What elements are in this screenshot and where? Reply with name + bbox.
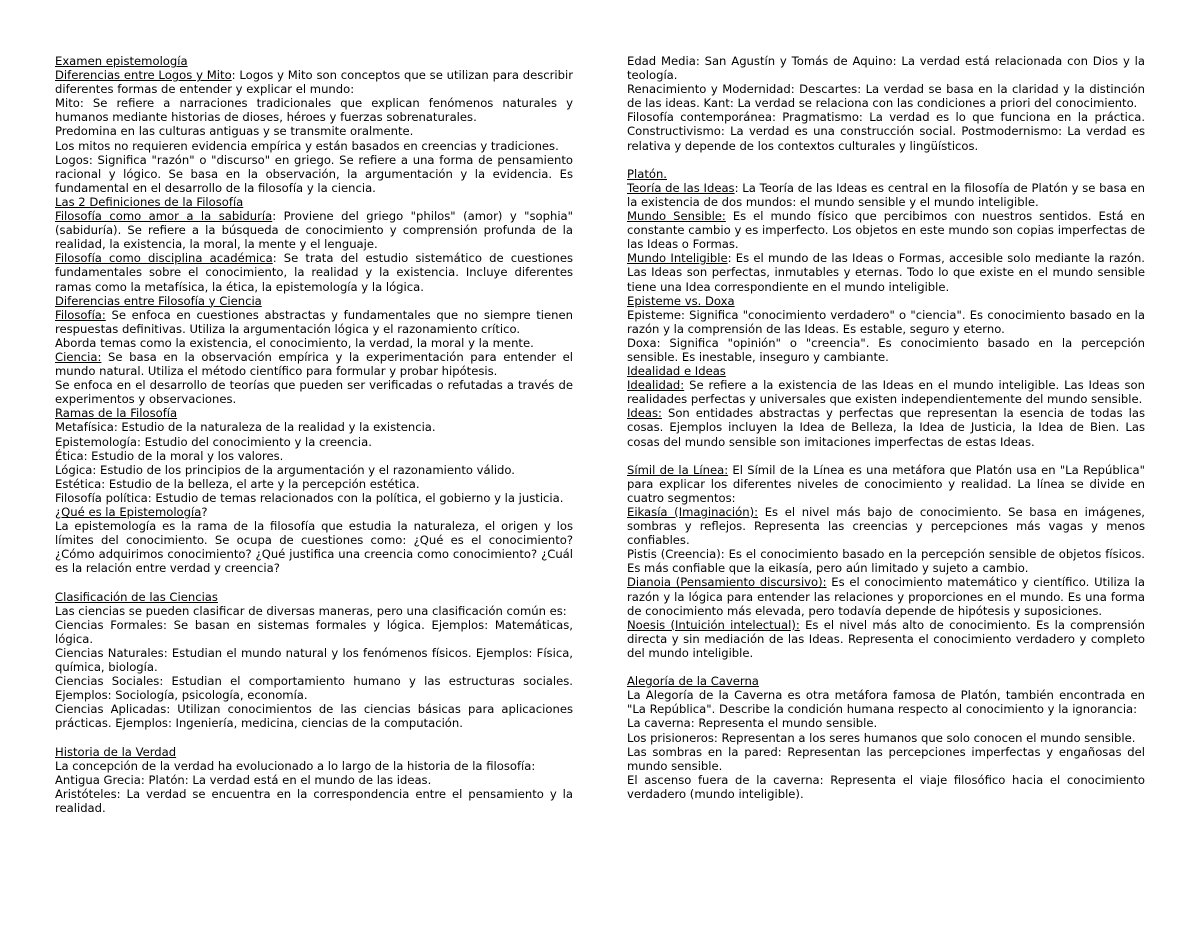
mito-paragraph-1: Mito: Se refiere a narraciones tradicionales que explican fenómenos naturales y humanos mediante historias de dioses, héroes y fuerzas sobrenaturales. (55, 96, 573, 125)
rama-item: Estética: Estudio de la belleza, el arte y la percepción estética. (55, 476, 420, 491)
noesis-paragraph: Noesis (Intuición intelectual): Es el nivel más alto de conocimiento. Es la comprensión directa y sin mediación de las Ideas. Representa el conocimiento verdadero y completo del mundo inteligible. (627, 617, 1145, 660)
spacer (55, 731, 573, 745)
historia-heading: Historia de la Verdad (55, 744, 177, 759)
definicion-1: Filosofía como amor a la sabiduría: Proviene del griego "philos" (amor) y "sophia" (sabiduría). Se refiere a la búsqueda de conocimiento y comprensión profunda de la realidad, la existencia, la moral, la mente y el lenguaje. (55, 209, 573, 252)
episteme-doxa-heading: Episteme vs. Doxa (627, 293, 735, 308)
historia-item: Renacimiento y Modernidad: Descartes: La verdad se basa en la claridad y la distinción de las ideas. Kant: La verdad se relaciona con las condiciones a priori del conocimiento. (627, 82, 1145, 111)
mito-paragraph-3: Los mitos no requieren evidencia empírica y están basados en creencias y tradiciones. (55, 138, 559, 153)
historia-item: Antigua Grecia: Platón: La verdad está en el mundo de las ideas. (55, 772, 432, 787)
rama-item: Epistemología: Estudio del conocimiento y la creencia. (55, 434, 372, 449)
definiciones-heading: Las 2 Definiciones de la Filosofía (55, 194, 244, 209)
spacer (627, 660, 1145, 674)
ciencia-paragraph-2: Se enfoca en el desarrollo de teorías que pueden ser verificadas o refutadas a través de experimentos y observaciones. (55, 378, 573, 407)
filosofia-paragraph: Filosofía: Se enfoca en cuestiones abstractas y fundamentales que no siempre tienen respuestas definitivas. Utiliza la argumentación lógica y el razonamiento crítico. (55, 307, 573, 336)
ramas-heading: Ramas de la Filosofía (55, 406, 178, 421)
eikasia-paragraph: Eikasía (Imaginación): Es el nivel más bajo de conocimiento. Se basa en imágenes, sombras y reflejos. Representa las creencias y percepciones más vagas y menos confiables. (627, 505, 1145, 548)
mito-paragraph-2: Predomina en las culturas antiguas y se transmite oralmente. (55, 124, 414, 139)
ciencia-paragraph: Ciencia: Se basa en la observación empírica y la experimentación para entender el mundo natural. Utiliza el método científico para formular y probar hipótesis. (55, 349, 573, 379)
idealidad-paragraph: Idealidad: Se refiere a la existencia de las Ideas en el mundo inteligible. Las Ideas son realidades perfectas y universales que existen independientemente del mundo sensible. (627, 378, 1145, 407)
caverna-item: Las sombras en la pared: Representan las percepciones imperfectas y engañosas del mundo sensible. (627, 744, 1145, 773)
platon-heading: Platón. (627, 166, 667, 181)
pistis-paragraph: Pistis (Creencia): Es el conocimiento basado en la percepción sensible de objetos físicos. Es más confiable que la eikasía, pero aún limitado y sujeto a cambio. (627, 547, 1145, 576)
que-es-heading: ¿Qué es la Epistemología? (55, 505, 208, 519)
rama-item: Lógica: Estudio de los principios de la argumentación y el razonamiento válido. (55, 462, 515, 477)
dianoia-paragraph: Dianoia (Pensamiento discursivo): Es el conocimiento matemático y científico. Utiliza la razón y la lógica para entender las relaciones y proporciones en el mundo. Es una forma de conocimiento más elevada, pero todavía depende de hipótesis y suposiciones. (627, 575, 1145, 618)
mundo-sensible-paragraph: Mundo Sensible: Es el mundo físico que percibimos con nuestros sentidos. Está en constante cambio y es imperfecto. Los objetos en este mundo son copias imperfectas de las Ideas o Formas. (627, 209, 1145, 252)
logos-mito-paragraph: Diferencias entre Logos y Mito: Logos y Mito son conceptos que se utilizan para describir diferentes formas de entender y explicar el mundo: (55, 68, 573, 97)
mundo-inteligible-paragraph: Mundo Inteligible: Es el mundo de las Ideas o Formas, accesible solo mediante la razón. Las Ideas son perfectas, inmutables y eternas. Todo lo que existe en el mundo sensible tiene una Idea correspondiente en el mundo inteligible. (627, 251, 1145, 294)
caverna-heading: Alegoría de la Caverna (627, 674, 759, 689)
clasificacion-item: Ciencias Formales: Se basan en sistemas formales y lógica. Ejemplos: Matemáticas, lógica. (55, 617, 573, 646)
teoria-ideas-paragraph: Teoría de las Ideas: La Teoría de las Ideas es central en la filosofía de Platón y se basa en la existencia de dos mundos: el mundo sensible y el mundo inteligible. (627, 180, 1145, 209)
spacer (627, 153, 1145, 167)
diferencias-fc-heading: Diferencias entre Filosofía y Ciencia (55, 293, 262, 308)
logos-paragraph: Logos: Significa "razón" o "discurso" en griego. Se refiere a una forma de pensamiento racional y lógico. Se basa en la observación, la argumentación y la evidencia. Es fundamental en el desarrollo de la filosofía y la ciencia. (55, 152, 573, 195)
caverna-item: La Alegoría de la Caverna es otra metáfora famosa de Platón, también encontrada en "La República". Describe la condición humana respecto al conocimiento y la ignorancia: (627, 688, 1145, 717)
clasificacion-item: Ciencias Aplicadas: Utilizan conocimientos de las ciencias básicas para aplicaciones prácticas. Ejemplos: Ingeniería, medicina, ciencias de la computación. (55, 702, 573, 731)
rama-item: Metafísica: Estudio de la naturaleza de la realidad y la existencia. (55, 420, 436, 435)
right-column (627, 54, 1145, 801)
simil-linea-paragraph: Símil de la Línea: El Símil de la Línea es una metáfora que Platón usa en "La República" para explicar los diferentes niveles de conocimiento y realidad. La línea se divide en cuatro segmentos: (627, 462, 1145, 505)
doxa-paragraph: Doxa: Significa "opinión" o "creencia". Es conocimiento basado en la percepción sensible. Es inestable, inseguro y cambiante. (627, 335, 1145, 364)
caverna-item: La caverna: Representa el mundo sensible. (627, 716, 878, 731)
historia-item: Edad Media: San Agustín y Tomás de Aquino: La verdad está relacionada con Dios y la teología. (627, 54, 1145, 83)
rama-item: Ética: Estudio de la moral y los valores. (55, 448, 284, 463)
left-column (55, 54, 573, 815)
page-title: Examen epistemología (55, 54, 188, 68)
logos-mito-heading: Diferencias entre Logos y Mito (55, 68, 232, 83)
rama-item: Filosofía política: Estudio de temas relacionados con la política, el gobierno y la justicia. (55, 490, 564, 505)
clasificacion-item: Ciencias Sociales: Estudian el comportamiento humano y las estructuras sociales. Ejemplos: Sociología, psicología, economía. (55, 674, 573, 703)
spacer (55, 575, 573, 589)
clasificacion-heading: Clasificación de las Ciencias (55, 589, 218, 604)
caverna-item: El ascenso fuera de la caverna: Representa el viaje filosófico hacia el conocimiento verdadero (mundo inteligible). (627, 772, 1145, 801)
episteme-paragraph: Episteme: Significa "conocimiento verdadero" o "ciencia". Es conocimiento basado en la razón y la comprensión de las Ideas. Es estable, seguro y eterno. (627, 307, 1145, 336)
definicion-2: Filosofía como disciplina académica: Se trata del estudio sistemático de cuestiones fundamentales sobre el conocimiento, la realidad y la existencia. Incluye diferentes ramas como la metafísica, la ética, la epistemología y la lógica. (55, 251, 573, 294)
caverna-item: Los prisioneros: Representan a los seres humanos que solo conocen el mundo sensible. (627, 730, 1136, 745)
que-es-paragraph: La epistemología es la rama de la filosofía que estudia la naturaleza, el origen y los límites del conocimiento. Se ocupa de cuestiones como: ¿Qué es el conocimiento? ¿Cómo adquirimos conocimiento? ¿Qué justifica una creencia como conocimiento? ¿Cuál es la relación entre verdad y creencia? (55, 519, 573, 576)
filosofia-paragraph-2: Aborda temas como la existencia, el conocimiento, la verdad, la moral y la mente. (55, 335, 534, 350)
historia-item: Aristóteles: La verdad se encuentra en la correspondencia entre el pensamiento y la realidad. (55, 786, 573, 815)
ideas-paragraph: Ideas: Son entidades abstractas y perfectas que representan la esencia de todas las cosas. Ejemplos incluyen la Idea de Belleza, la Idea de Justicia, la Idea de Bien. Las cosas del mundo sensible son imitaciones imperfectas de estas Ideas. (627, 406, 1145, 449)
historia-item: Filosofía contemporánea: Pragmatismo: La verdad es lo que funciona en la práctica. Constructivismo: La verdad es una construcción social. Postmodernismo: La verdad es relativa y depende de los contextos culturales y lingüísticos. (627, 110, 1145, 153)
idealidad-heading: Idealidad e Ideas (627, 364, 726, 379)
clasificacion-item: Ciencias Naturales: Estudian el mundo natural y los fenómenos físicos. Ejemplos: Física, química, biología. (55, 645, 573, 675)
clasificacion-item: Las ciencias se pueden clasificar de diversas maneras, pero una clasificación común es: (55, 603, 567, 618)
spacer (627, 449, 1145, 463)
historia-item: La concepción de la verdad ha evolucionado a lo largo de la historia de la filosofía: (55, 758, 536, 773)
